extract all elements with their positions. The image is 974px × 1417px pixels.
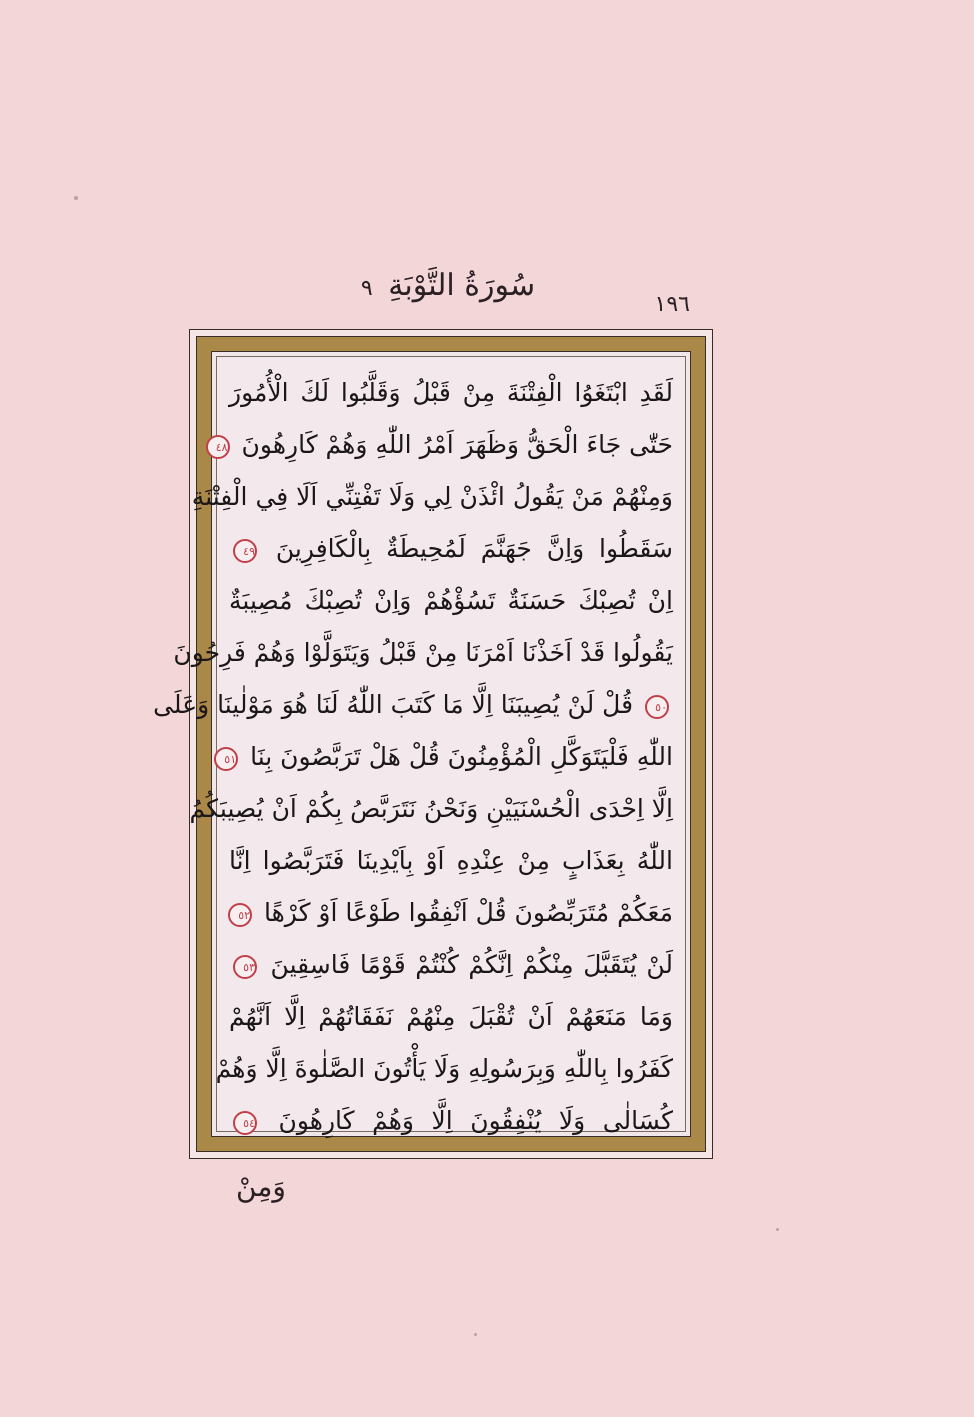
verse-line bbox=[173, 627, 673, 679]
verse-line bbox=[229, 887, 673, 939]
ayah-marker: ٥١ bbox=[214, 747, 238, 771]
verse-text: اِنْ تُصِبْكَ حَسَنَةٌ تَسُؤْهُمْ وَاِنْ تُصِبْكَ مُصِيبَةٌ bbox=[229, 586, 673, 615]
ayah-marker: ٤٩ bbox=[233, 539, 257, 563]
verse-line bbox=[189, 783, 673, 835]
verse-line bbox=[229, 939, 673, 991]
verse-line bbox=[153, 679, 673, 731]
verse-line bbox=[229, 835, 673, 887]
catchword: وَمِنْ bbox=[236, 1170, 286, 1203]
verse-line bbox=[229, 991, 673, 1043]
verse-text: كُسَالٰى وَلَا يُنْفِقُونَ اِلَّا وَهُمْ كَارِهُونَ bbox=[278, 1106, 673, 1135]
ayah-marker: ٥٤ bbox=[233, 1111, 257, 1135]
verse-text: اِلَّا اِحْدَى الْحُسْنَيَيْنِ وَنَحْنُ نَتَرَبَّصُ بِكُمْ اَنْ يُصِيبَكُمُ bbox=[189, 794, 673, 823]
verse-text: اللّٰهُ بِعَذَابٍ مِنْ عِنْدِهِ اَوْ بِاَيْدِينَا فَتَرَبَّصُوا اِنَّا bbox=[229, 846, 673, 875]
page-number: ١٩٦ bbox=[654, 292, 690, 317]
verse-text: مَعَكُمْ مُتَرَبِّصُونَ قُلْ اَنْفِقُوا طَوْعًا اَوْ كَرْهًا bbox=[263, 898, 673, 927]
page-header bbox=[196, 268, 700, 324]
ayah-marker: ٥٣ bbox=[233, 955, 257, 979]
verse-text: وَمِنْهُمْ مَنْ يَقُولُ ائْذَنْ لِي وَلَا تَفْتِنِّي اَلَا فِي الْفِتْنَةِ bbox=[191, 482, 673, 511]
verse-text: حَتّٰى جَاءَ الْحَقُّ وَظَهَرَ اَمْرُ اللّٰهِ وَهُمْ كَارِهُونَ bbox=[241, 430, 673, 459]
surah-title bbox=[196, 268, 700, 303]
verse-line bbox=[229, 1095, 673, 1147]
text-frame bbox=[153, 329, 713, 1159]
verse-text: اللّٰهِ فَلْيَتَوَكَّلِ الْمُؤْمِنُونَ قُلْ هَلْ تَرَبَّصُونَ بِنَا bbox=[250, 742, 673, 771]
inner-border bbox=[153, 351, 691, 1137]
verse-line bbox=[215, 419, 673, 471]
ayah-marker: ٥٠ bbox=[645, 695, 669, 719]
verse-line bbox=[229, 367, 673, 419]
verse-text: يَقُولُوا قَدْ اَخَذْنَا اَمْرَنَا مِنْ قَبْلُ وَيَتَوَلَّوْا وَهُمْ فَرِحُونَ bbox=[173, 638, 673, 667]
verse-panel bbox=[153, 356, 686, 1135]
verse-text: قُلْ لَنْ يُصِيبَنَا اِلَّا مَا كَتَبَ اللّٰهُ لَنَا هُوَ مَوْلٰينَا وَعَلَى bbox=[153, 690, 634, 719]
verse-text: لَنْ يُتَقَبَّلَ مِنْكُمْ اِنَّكُمْ كُنْتُمْ قَوْمًا فَاسِقِينَ bbox=[270, 950, 674, 979]
verse-text: وَمَا مَنَعَهُمْ اَنْ تُقْبَلَ مِنْهُمْ نَفَقَاتُهُمْ اِلَّا اَنَّهُمْ bbox=[229, 1002, 673, 1031]
surah-number: ٩ bbox=[360, 276, 373, 301]
paper-speck bbox=[74, 196, 78, 200]
verse-text: سَقَطُوا وَاِنَّ جَهَنَّمَ لَمُحِيطَةٌ بِالْكَافِرِينَ bbox=[275, 534, 673, 563]
verse-line bbox=[229, 575, 673, 627]
surah-title-text: سُورَةُ التَّوْبَةِ bbox=[388, 268, 536, 303]
verse-line bbox=[191, 471, 673, 523]
verse-line bbox=[229, 523, 673, 575]
verse-text: كَفَرُوا بِاللّٰهِ وَبِرَسُولِهِ وَلَا يَأْتُونَ الصَّلٰوةَ اِلَّا وَهُمْ bbox=[215, 1054, 673, 1083]
verse-line bbox=[224, 731, 673, 783]
paper-speck bbox=[474, 1333, 477, 1336]
paper-speck bbox=[776, 1228, 779, 1231]
verse-line bbox=[215, 1043, 673, 1095]
ayah-marker: ٥٢ bbox=[228, 903, 252, 927]
ayah-marker: ٤٨ bbox=[206, 435, 230, 459]
gold-border bbox=[153, 336, 706, 1152]
verse-text: لَقَدِ ابْتَغَوُا الْفِتْنَةَ مِنْ قَبْلُ وَقَلَّبُوا لَكَ الْأُمُورَ bbox=[229, 378, 673, 407]
